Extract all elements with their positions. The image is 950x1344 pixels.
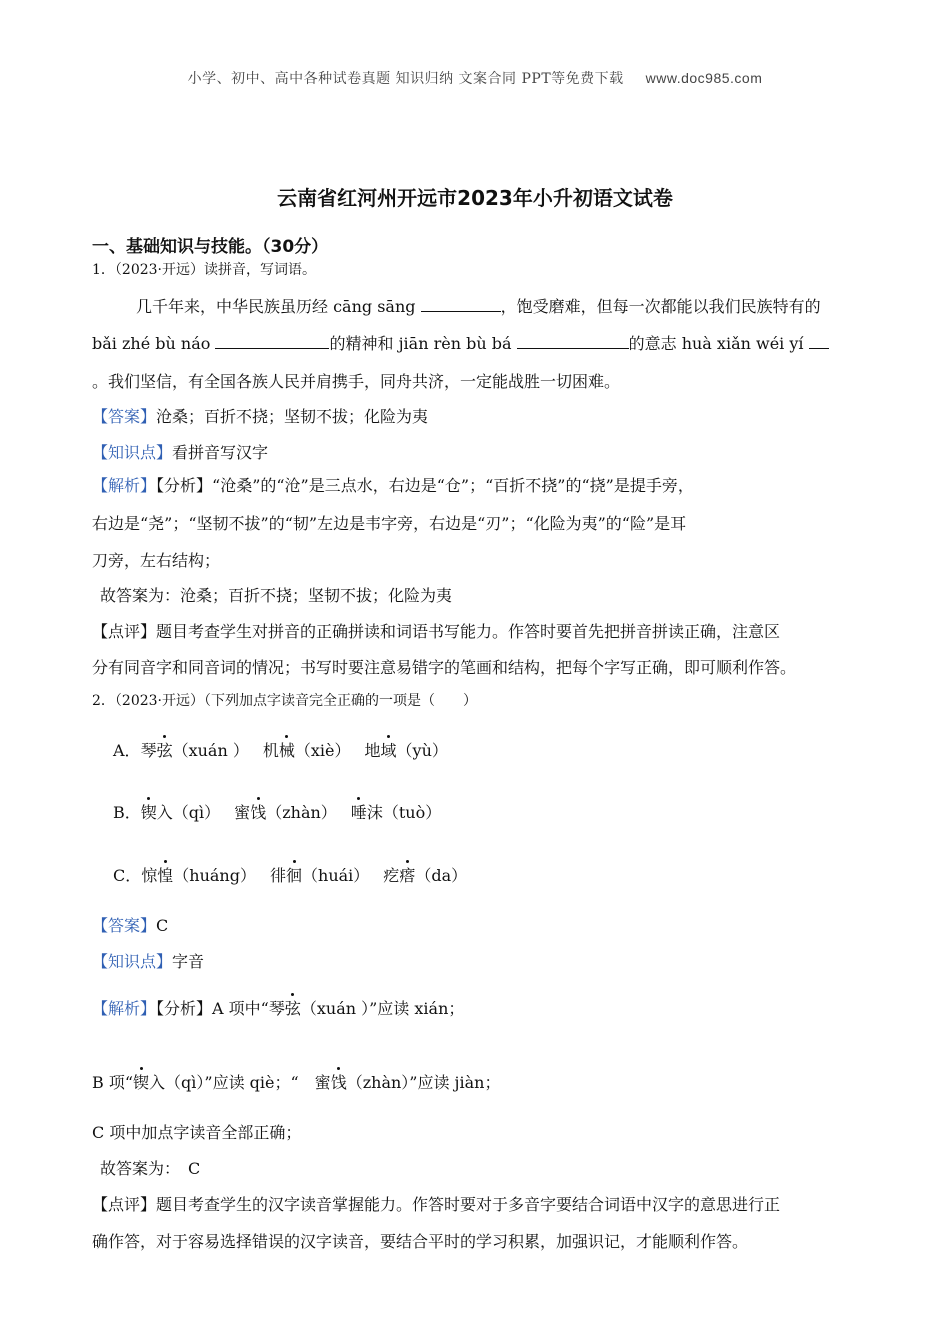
knowledge-tag: 【知识点】 bbox=[92, 443, 173, 462]
q1-knowledge-point: 【知识点】看拼音写汉字 bbox=[92, 443, 269, 462]
q2-conclusion: 故答案为： C bbox=[100, 1159, 201, 1178]
dotted-char: 惶 bbox=[157, 863, 173, 886]
q2-analysis-line-2: B 项“锲入（qì）”应读 qiè；“ 蜜饯（zhàn）”应读 jiàn； bbox=[92, 1070, 862, 1093]
answer-blank-3[interactable] bbox=[517, 334, 629, 349]
dotted-char: 域 bbox=[381, 738, 397, 761]
section-heading: 一、基础知识与技能。（30分） bbox=[92, 237, 329, 257]
header-site-link[interactable]: www.doc985.com bbox=[645, 70, 763, 86]
dotted-char: 饯 bbox=[331, 1070, 347, 1093]
q2-option-a[interactable]: A．琴弦（xuán ） 机械（xiè） 地域（yù） bbox=[113, 738, 448, 761]
answer-blank-4[interactable] bbox=[809, 334, 829, 349]
dotted-char: 弦 bbox=[285, 996, 301, 1019]
q1-analysis-line-3: 刀旁，左右结构； bbox=[92, 551, 221, 570]
q2-knowledge-point: 【知识点】字音 bbox=[92, 952, 205, 971]
q2-analysis-line-3: C 项中加点字读音全部正确； bbox=[92, 1123, 302, 1142]
q2-option-b[interactable]: B．锲入（qì） 蜜饯（zhàn） 唾沫（tuò） bbox=[113, 800, 441, 823]
q2-analysis-line-1: 【解析】【分析】A 项中“琴弦（xuán ）”应读 xián； bbox=[92, 996, 862, 1019]
q1-comment-line-2: 分有同音字和同音词的情况；书写时要注意易错字的笔画和结构，把每个字写正确，即可顺利作答。 bbox=[92, 658, 797, 677]
q1-passage-line-2: bǎi zhé bù náo 的精神和 jiān rèn bù bá 的意志 huà xiǎn wéi yí bbox=[92, 331, 862, 354]
answer-blank-2[interactable] bbox=[215, 334, 329, 349]
q1-analysis-line-1: 【解析】【分析】“沧桑”的“沧”是三点水，右边是“仓”；“百折不挠”的“挠”是提手旁， bbox=[92, 476, 694, 495]
dotted-char: 唾 bbox=[351, 800, 367, 823]
q1-analysis-line-2: 右边是“尧”；“坚韧不拔”的“韧”左边是韦字旁，右边是“刃”；“化险为夷”的“险”是耳 bbox=[92, 514, 687, 533]
q1-passage-line-3: 。我们坚信，有全国各族人民并肩携手，同舟共济，一定能战胜一切困难。 bbox=[92, 372, 621, 391]
dotted-char: 锲 bbox=[133, 1070, 149, 1093]
q2-comment-line-2: 确作答，对于容易选择错误的汉字读音，要结合平时的学习积累，加强识记，才能顺利作答。 bbox=[92, 1232, 749, 1251]
analysis-tag: 【解析】 bbox=[92, 476, 157, 495]
dotted-char: 弦 bbox=[157, 738, 173, 761]
dotted-char: 饯 bbox=[250, 800, 266, 823]
dotted-char: 瘩 bbox=[399, 863, 415, 886]
dotted-char: 械 bbox=[279, 738, 295, 761]
q1-stem: 1．（2023·开远）读拼音，写词语。 bbox=[92, 262, 316, 278]
knowledge-tag: 【知识点】 bbox=[92, 952, 173, 971]
header-text: 小学、初中、高中各种试卷真题 知识归纳 文案合同 PPT等免费下载 bbox=[187, 71, 624, 87]
q1-passage-line-1: 几千年来，中华民族虽历经 cāng sāng ，饱受磨难，但每一次都能以我们民族特有的 bbox=[136, 297, 821, 316]
q1-answer: 【答案】沧桑；百折不挠；坚韧不拔；化险为夷 bbox=[92, 407, 429, 426]
q2-comment-line-1: 【点评】题目考查学生的汉字读音掌握能力。作答时要对于多音字要结合词语中汉字的意思进行正 bbox=[92, 1195, 781, 1214]
q2-option-c[interactable]: C．惊惶（huáng） 徘徊（huái） 疙瘩（da） bbox=[113, 863, 467, 886]
answer-tag: 【答案】 bbox=[92, 407, 157, 426]
dotted-char: 徊 bbox=[286, 863, 302, 886]
q1-comment-line-1: 【点评】题目考查学生对拼音的正确拼读和词语书写能力。作答时要首先把拼音拼读正确，注意区 bbox=[92, 622, 781, 641]
answer-tag: 【答案】 bbox=[92, 916, 157, 935]
analysis-tag: 【解析】 bbox=[92, 999, 157, 1018]
q2-answer: 【答案】C bbox=[92, 916, 169, 935]
q2-stem: 2．（2023·开远）（下列加点字读音完全正确的一项是（ ） bbox=[92, 693, 477, 709]
q1-conclusion: 故答案为：沧桑；百折不挠；坚韧不拔；化险为夷 bbox=[100, 586, 453, 605]
page-title: 云南省红河州开远市2023年小升初语文试卷 bbox=[277, 186, 673, 210]
answer-blank-1[interactable] bbox=[421, 297, 501, 312]
page-header bbox=[0, 68, 950, 88]
dotted-char: 锲 bbox=[141, 800, 157, 823]
